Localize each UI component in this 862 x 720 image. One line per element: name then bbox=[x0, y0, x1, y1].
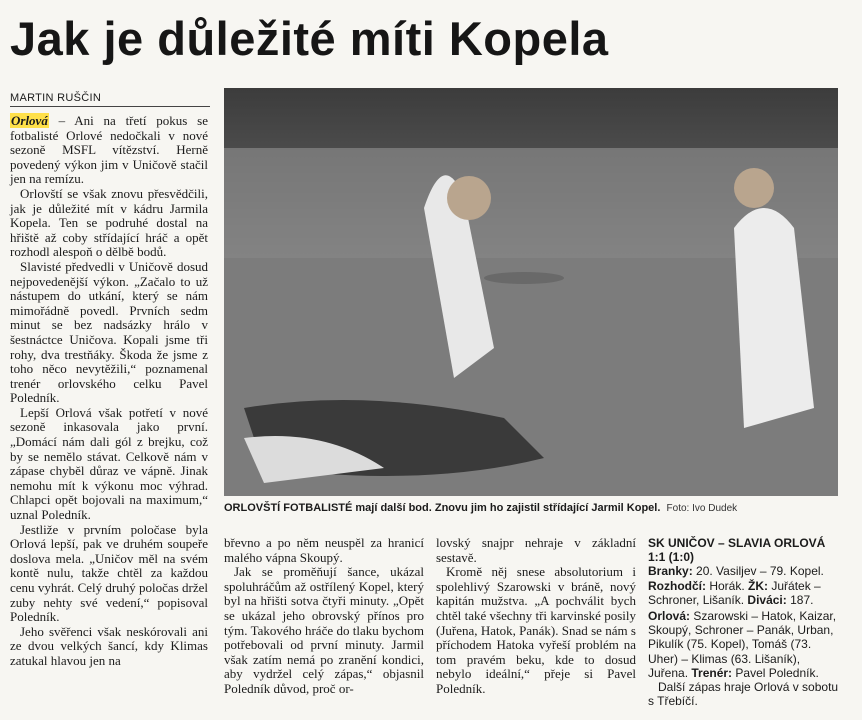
match-result-title: SK UNIČOV – SLAVIA ORLOVÁ 1:1 (1:0) bbox=[648, 536, 826, 565]
paragraph: Slavisté předvedli v Uničově dosud nejpovedenější výkon. „Začalo to už nástupem do utkání, který se nám mimořádně povedl. Prvních sedm minut se bez nadsázky hrálo v šestnáctce Uničova. Kopali jsme tři rohy, dva trestňáky. Škoda že jsme z toho něco nevytěžili,“ poznamenal trenér orlovského celku Pavel Poledník. bbox=[10, 258, 208, 406]
paragraph: – Ani na třetí pokus se fotbalisté Orlové nedočkali v nové sezoně MSFL vítězství. Herně povedený výkon jim v Uničově stačil jen na remízu. bbox=[10, 113, 208, 187]
paragraph: Jestliže v prvním poločase byla Orlová lepší, pak ve druhém soupeře doslova mela. „Uničov měl na svém kontě nulu, takže chtěl za každou cenu vyhrát. Celý druhý poločas držel zuby nehty své vedení,“ popisoval Poledník. bbox=[10, 521, 208, 625]
attendance-label: Diváci: bbox=[747, 592, 787, 607]
paragraph: lovský snajpr nehraje v základní sestavě. bbox=[436, 535, 636, 565]
coach-label: Trenér: bbox=[691, 665, 733, 680]
byline: MARTIN RUŠČIN bbox=[10, 92, 210, 107]
article-column-1 bbox=[10, 114, 208, 669]
match-photo bbox=[224, 88, 838, 496]
match-stats-box bbox=[648, 536, 842, 708]
attendance-value: 187. bbox=[786, 592, 814, 607]
paragraph: Jak se proměňují šance, ukázal spoluhráčům až ostřílený Kopel, který byl na hřišti sotva čtyři minuty. „Opět se ukázal jeho obrovský přínos pro tým. Takového hráče do tlaku bychom potřebovali od první minuty. Jarmil však zatím nemá po zranění kondici, aby vydržel celý zápas,“ objasnil Poledník důvod, proč or- bbox=[224, 564, 424, 696]
referee-label: Rozhodčí: bbox=[648, 578, 706, 593]
lineup-value: Szarowski – Hatok, Kaizar, Skoupý, Schroner – Panák, Urban, Pikulík (75. Kopel), Tomáš (73. Uher) – Klimas (63. Lišaník), Juřena. bbox=[648, 609, 837, 680]
paragraph: Kromě něj snese absolutorium i spolehlivý Szarowski v bráně, nový kapitán mužstva. „A pochválit bych chtěl také všechny tři karvinské posily (Juřena, Hatok, Panák). Snad se nám s příchodem Hatoka vyřeší problém na tom pravém beku, kde to dosud nebylo ideální,“ přeje si Pavel Poledník. bbox=[436, 564, 636, 696]
lineup-label: Orlová: bbox=[648, 609, 691, 624]
caption-text: mají další bod. Znovu jim ho zajistil střídající Jarmil Kopel. bbox=[352, 502, 661, 514]
dateline-place: Orlová bbox=[11, 113, 48, 128]
photo-illustration bbox=[224, 88, 838, 496]
yellow-cards-label: ŽK: bbox=[748, 578, 769, 593]
photo-credit: Foto: Ivo Dudek bbox=[666, 503, 738, 514]
goals-label: Branky: bbox=[648, 564, 693, 579]
paragraph: Jeho svěřenci však neskórovali ani ze dvou velkých šancí, kdy Klimas zatukal hlavou jen na bbox=[10, 623, 208, 668]
headline: Jak je důležité míti Kopela bbox=[10, 12, 609, 65]
paragraph: Orlovští se však znovu přesvědčili, jak je důležité mít v kádru Jarmila Kopela. Ten se podruhé dostal na hřiště až coby střídající hráč a opět rozhodl alespoň o dělbě bodů. bbox=[10, 185, 208, 260]
coach-value: Pavel Poledník. bbox=[732, 665, 819, 680]
photo-caption bbox=[224, 502, 838, 514]
yellow-cards-value: Juřátek – Schroner, Lišaník. bbox=[648, 578, 821, 607]
paragraph: Lepší Orlová však potřetí v nové sezoně inkasovala jako první. „Domácí nám dali gól z brejku, což by se nemělo stávat. Celkově nám v zápase chyběl důraz ve vápně. Jinak nemohu mít k výkonu moc výhrad. Chlapci opět bojovali na maximum,“ uznal Poledník. bbox=[10, 404, 208, 523]
next-match: Další zápas hraje Orlová v sobotu s Třebíčí. bbox=[648, 680, 839, 709]
goals-value: 20. Vasiljev – 79. Kopel. bbox=[692, 564, 824, 579]
caption-lead: ORLOVŠTÍ FOTBALISTÉ bbox=[224, 502, 353, 514]
referee-value: Horák. bbox=[706, 578, 745, 593]
article-column-2 bbox=[224, 536, 424, 697]
article-column-3 bbox=[436, 536, 636, 697]
paragraph: břevno a po něm neuspěl za hranicí malého vápna Skoupý. bbox=[224, 535, 424, 565]
